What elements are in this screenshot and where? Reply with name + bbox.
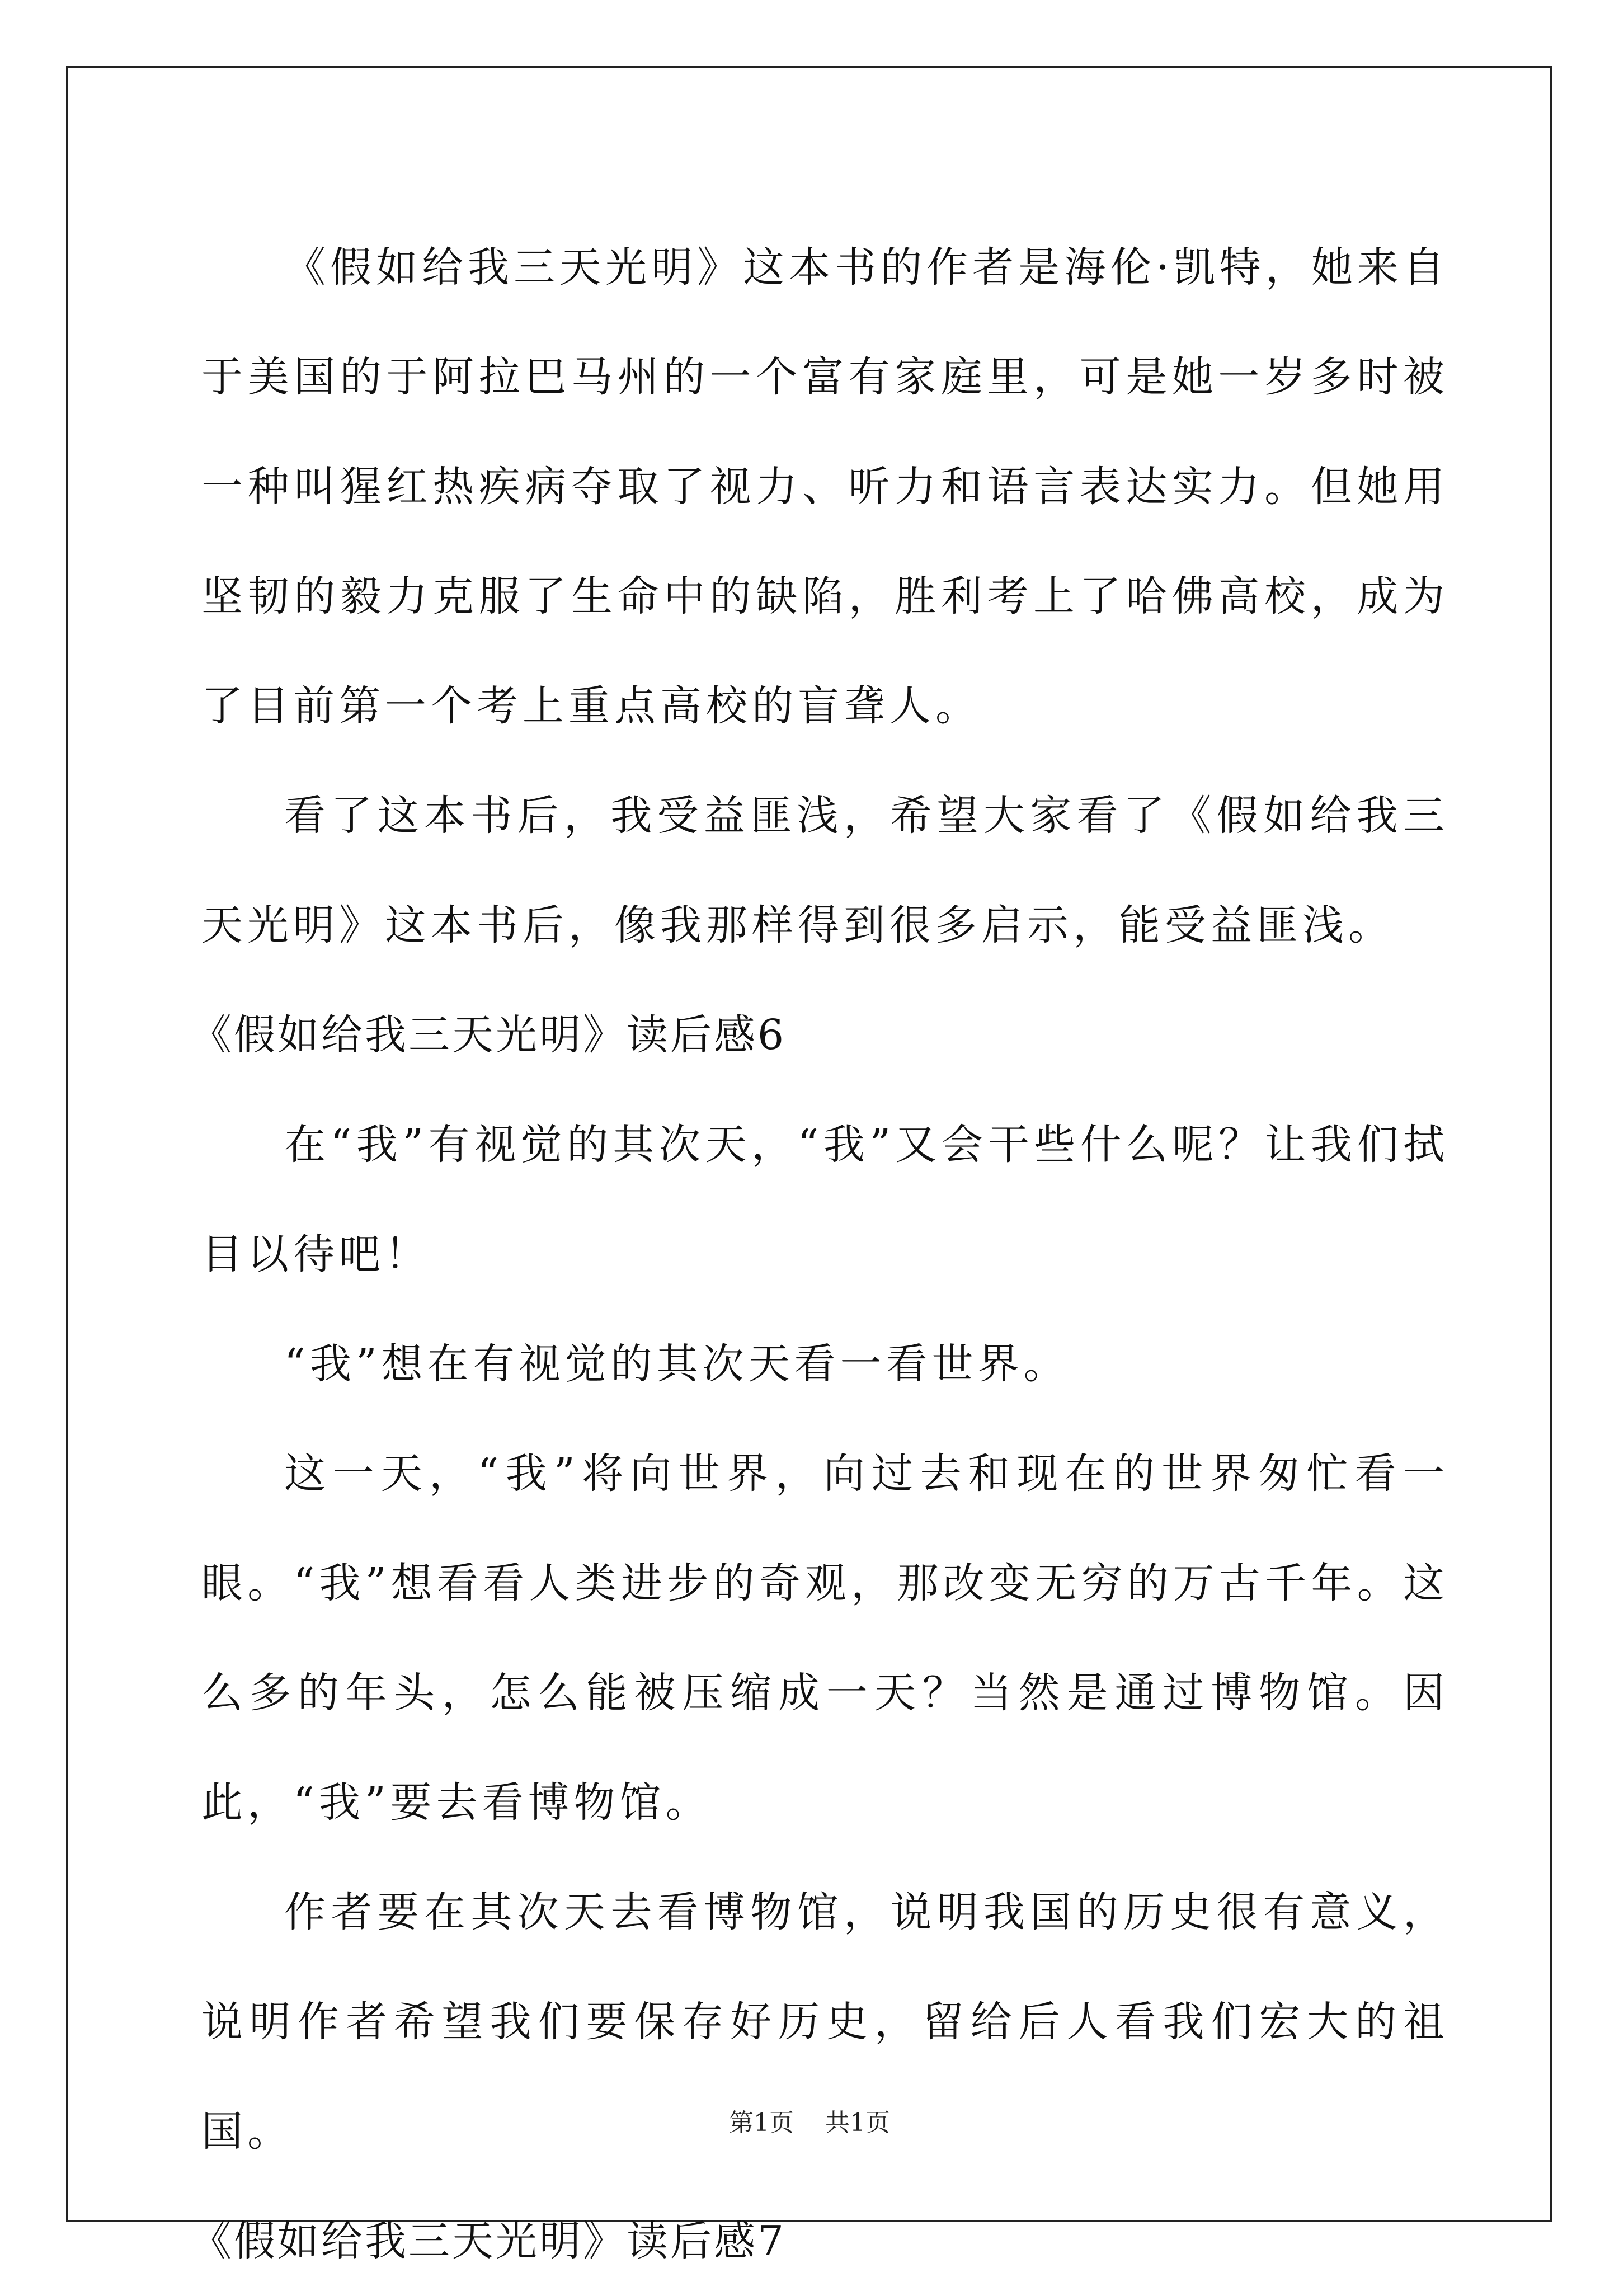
paragraph: 作者要在其次天去看博物馆，说明我国的历史很有意义，说明作者希望我们要保存好历史，留给后人看我们宏大的祖国。: [201, 1888, 1449, 2156]
page-footer: [0, 2106, 1619, 2140]
section-heading: 《假如给我三天光明》读后感7: [190, 2217, 787, 2265]
section-heading: 《假如给我三天光明》读后感6: [190, 1011, 787, 1059]
paragraph: 《假如给我三天光明》这本书的作者是海伦·凯特，她来自于美国的于阿拉巴马州的一个富有家庭里，可是她一岁多时被一种叫猩红热疾病夺取了视力、听力和语言表达实力。但她用坚韧的毅力克服了生命中的缺陷，胜利考上了哈佛高校，成为了目前第一个考上重点高校的盲聋人。: [201, 243, 1449, 730]
paragraph: 看了这本书后，我受益匪浅，希望大家看了《假如给我三天光明》这本书后，像我那样得到很多启示，能受益匪浅。: [201, 792, 1449, 949]
paragraph: 在“我”有视觉的其次天，“我”又会干些什么呢？让我们拭目以待吧！: [201, 1121, 1449, 1278]
paragraph: 这一天，“我”将向世界，向过去和现在的世界匆忙看一眼。“我”想看看人类进步的奇观，那改变无穷的万古千年。这么多的年头，怎么能被压缩成一天？当然是通过博物馆。因此，“我”要去看博物馆。: [201, 1450, 1449, 1827]
paragraph: “我”想在有视觉的其次天看一看世界。: [284, 1340, 1070, 1388]
document-body: [190, 213, 1449, 2296]
page-number: 第1页: [729, 2109, 794, 2137]
page-total: 共1页: [825, 2109, 890, 2137]
